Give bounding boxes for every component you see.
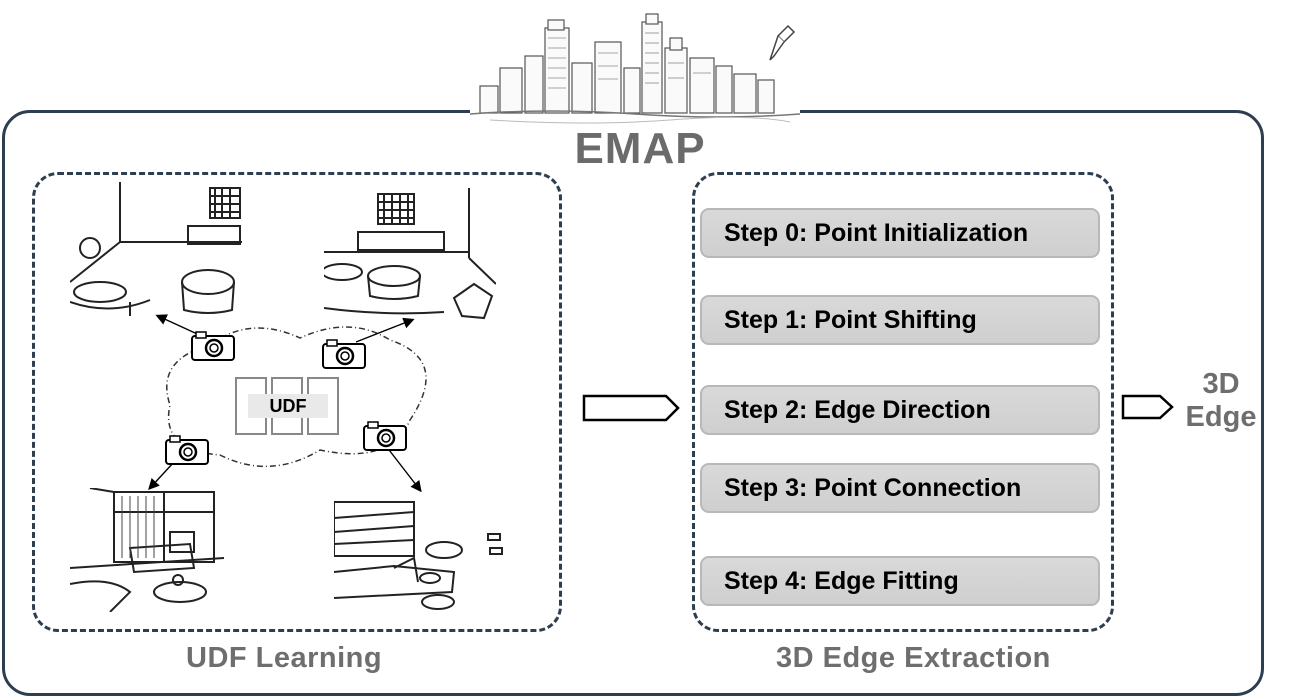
step-1-box: Step 1: Point Shifting <box>700 295 1100 345</box>
udf-learning-caption: UDF Learning <box>186 642 383 674</box>
flow-arrow-icon <box>582 393 682 423</box>
camera-icon <box>190 330 236 362</box>
pencil-icon <box>770 26 794 60</box>
scene-image-top-left <box>70 182 242 316</box>
scene-image-bottom-left <box>70 488 224 612</box>
udf-label: UDF <box>248 394 328 418</box>
output-arrow-icon <box>1120 393 1176 421</box>
step-3-box: Step 3: Point Connection <box>700 463 1100 513</box>
camera-icon <box>362 420 408 452</box>
step-4-box: Step 4: Edge Fitting <box>700 556 1100 606</box>
city-skyline-illustration <box>470 8 800 130</box>
output-label-line2: Edge <box>1185 401 1257 433</box>
step-2-box: Step 2: Edge Direction <box>700 385 1100 435</box>
output-label-line1: 3D <box>1202 368 1240 400</box>
step-0-box: Step 0: Point Initialization <box>700 208 1100 258</box>
camera-icon <box>164 434 210 466</box>
page-title: EMAP <box>540 124 740 174</box>
output-label <box>1176 368 1266 434</box>
scene-image-bottom-right <box>334 488 506 612</box>
camera-arrows <box>130 300 440 500</box>
camera-icon <box>321 338 367 370</box>
edge-extraction-caption: 3D Edge Extraction <box>776 642 1051 674</box>
